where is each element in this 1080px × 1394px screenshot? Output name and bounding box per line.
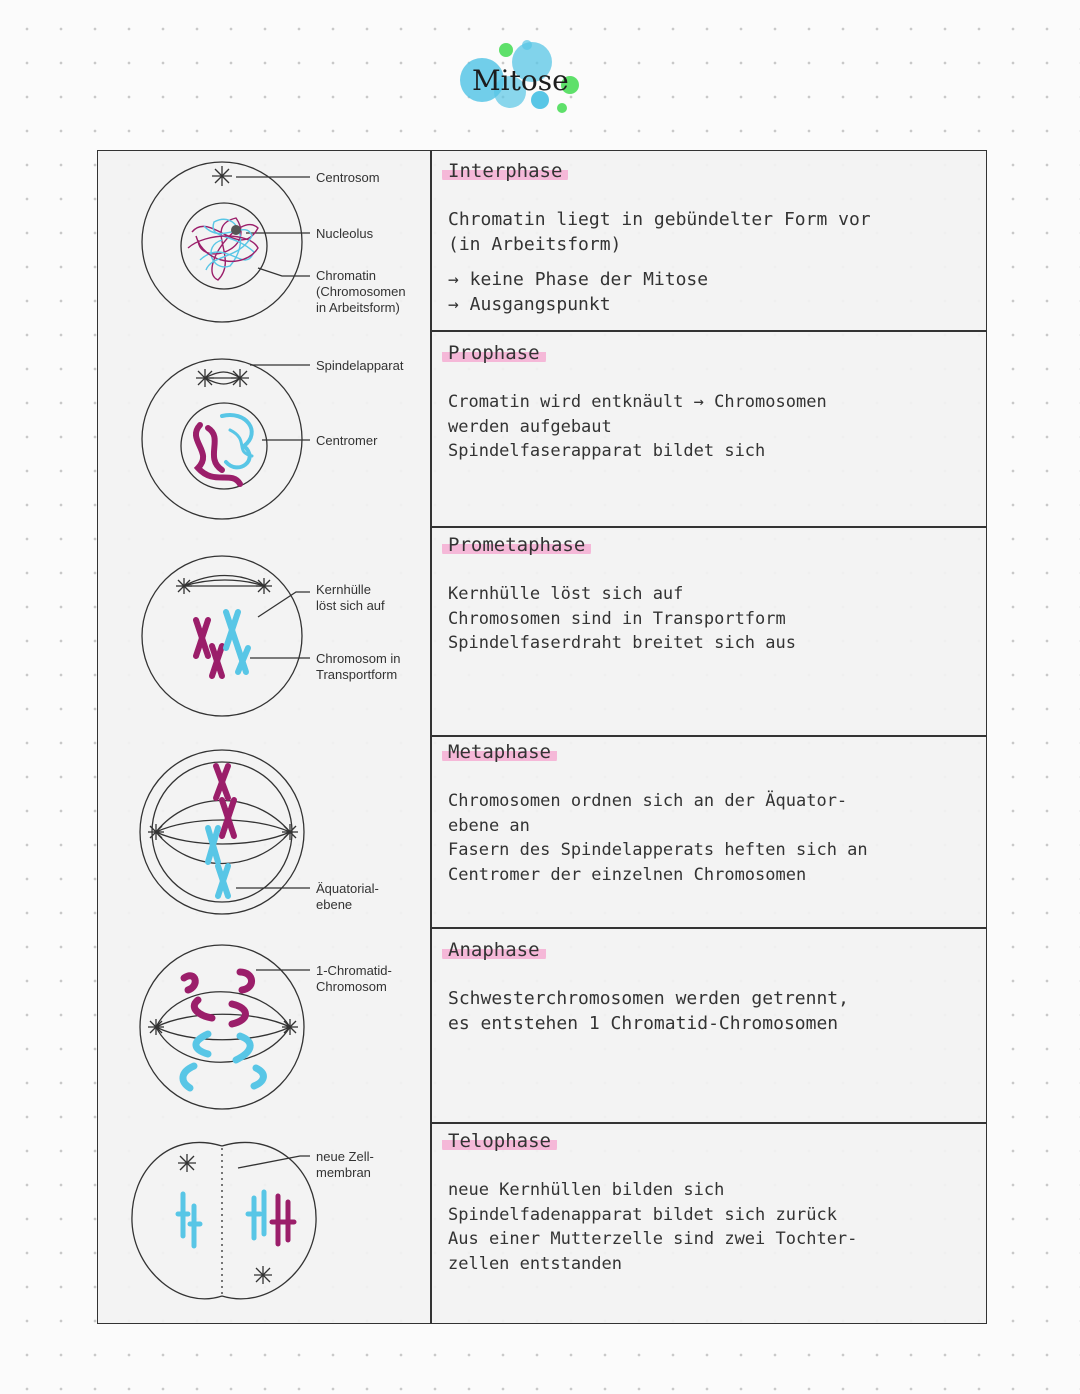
label-centromer: Centromer <box>316 433 378 448</box>
phase-line: → keine Phase der Mitose <box>448 269 709 290</box>
phase-line: Aus einer Mutterzelle sind zwei Tochter- <box>448 1229 858 1249</box>
anaphase-cell-icon <box>140 945 310 1109</box>
phase-line: → Ausgangspunkt <box>448 293 611 315</box>
phase-line: neue Kernhüllen bilden sich <box>448 1180 725 1200</box>
label-aequatorialebene: Äquatorial- ebene <box>316 881 379 912</box>
label-kernhuelle: Kernhülle löst sich auf <box>316 582 385 613</box>
phase-line: Fasern des Spindelapperats heften sich an <box>448 840 868 860</box>
prometaphase-cell-icon <box>142 556 310 716</box>
phase-line: Chromatin liegt in gebündelter Form vor <box>448 209 871 230</box>
phase-line: Chromosomen ordnen sich an der Äquator- <box>448 791 848 811</box>
phase-title: Telophase <box>442 1130 557 1152</box>
phase-line: (in Arbeitsform) <box>448 233 622 255</box>
phase-line: es entstehen 1 Chromatid-Chromosomen <box>448 1012 839 1034</box>
phase-title: Metaphase <box>442 741 557 763</box>
interphase-cell-icon <box>142 162 310 322</box>
phase-title: Anaphase <box>442 939 546 961</box>
phase-line: werden aufgebaut <box>448 416 612 437</box>
phase-line: ebene an <box>448 815 530 836</box>
phase-line: Spindelfaserdraht breitet sich aus <box>448 633 796 653</box>
phase-line: Kernhülle löst sich auf <box>448 584 684 604</box>
phase-line: zellen entstanden <box>448 1253 622 1274</box>
phase-line: Chromosomen sind in Transportform <box>448 608 786 629</box>
phase-line: Centromer der einzelnen Chromosomen <box>448 864 807 885</box>
phase-line: Spindelfadenapparat bildet sich zurück <box>448 1204 837 1225</box>
page-title: Mitose <box>472 64 569 97</box>
phase-title: Prophase <box>442 342 546 364</box>
label-transportform: Chromosom in Transportform <box>316 651 401 682</box>
label-chromatid: 1-Chromatid- Chromosom <box>316 963 392 994</box>
phase-line: Spindelfaserapparat bildet sich <box>448 441 766 461</box>
label-spindelapparat: Spindelapparat <box>316 358 404 373</box>
label-zellmembran: neue Zell- membran <box>316 1149 374 1180</box>
label-nucleolus: Nucleolus <box>316 226 374 241</box>
label-chromatin: Chromatin (Chromosomen in Arbeitsform) <box>316 268 406 315</box>
phase-title: Prometaphase <box>442 534 591 556</box>
label-centrosom: Centrosom <box>316 170 380 185</box>
prophase-cell-icon <box>142 359 310 519</box>
phase-line: Schwesterchromosomen werden getrennt, <box>448 988 849 1009</box>
phase-title: Interphase <box>442 160 568 182</box>
phase-line: Cromatin wird entknäult → Chromosomen <box>448 392 827 412</box>
